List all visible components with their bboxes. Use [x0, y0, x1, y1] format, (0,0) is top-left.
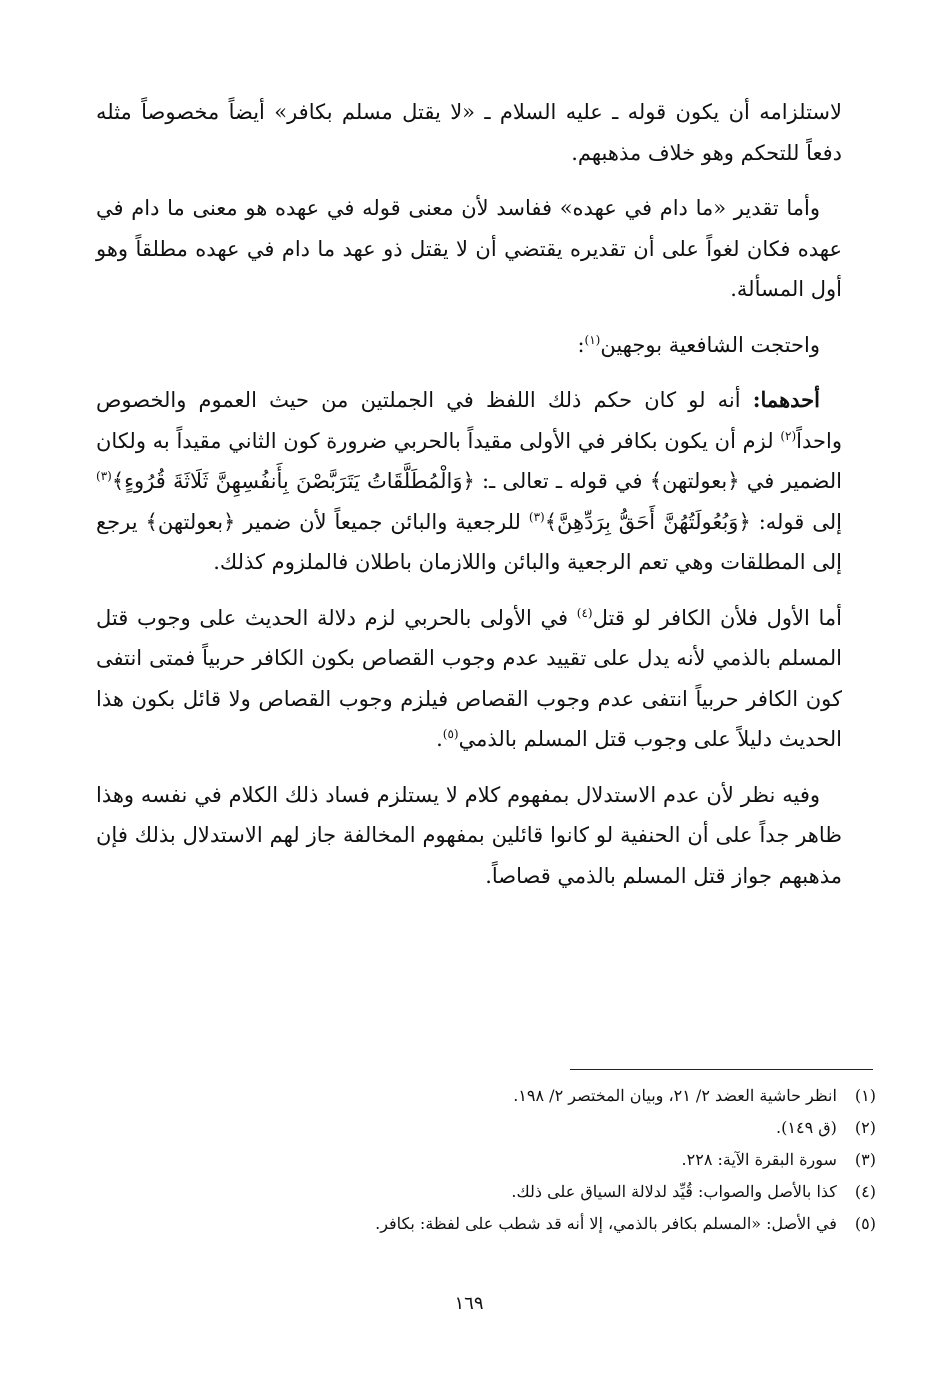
paragraph-3	[96, 325, 842, 366]
paragraph-5-part2: في الأولى بالحربي لزم دلالة الحديث على وجوب قتل المسلم بالذمي لأنه يدل على تقييد عدم وجوب القصاص بكون الكافر حربياً فمتى انتفى كون الكافر حربياً انتفى عدم وجوب القصاص فيلزم وجوب القصاص ولا قائل بكون هذا الحديث دليلاً على وجوب قتل المسلم بالذمي	[96, 605, 842, 751]
paragraph-5-part1: أما الأول فلأن الكافر لو قتل	[592, 605, 842, 630]
paragraph-5-part3: .	[436, 727, 443, 751]
footnote-number: (٣)	[854, 1150, 876, 1169]
footnote-1	[140, 1080, 876, 1112]
footnotes	[140, 1080, 876, 1240]
paragraph-3-text: واحتجت الشافعية بوجهين	[600, 332, 820, 357]
paragraph-3-tail: :	[577, 332, 585, 357]
footnote-number: (٢)	[854, 1118, 876, 1137]
paragraph-1	[96, 92, 842, 173]
page-number: ١٦٩	[454, 1293, 484, 1314]
footnote-5	[140, 1208, 876, 1240]
paragraph-4-lead: أحدهما:	[752, 387, 820, 412]
footnote-divider	[570, 1069, 873, 1070]
footnote-ref-5: (٥)	[442, 727, 459, 741]
footnote-text: في الأصل: «المسلم بكافر بالذمي، إلا أنه قد شطب على لفظة: بكافر.	[375, 1214, 837, 1233]
footnote-number: (٥)	[854, 1214, 876, 1233]
paragraph-5	[96, 598, 842, 760]
paragraph-4-part4: للرجعية والبائن جميعاً لأن ضمير ﴿بعولتهن﴾ يرجع إلى المطلقات وهي تعم الرجعية والبائن واللازمان باطلان فالملزوم كذلك.	[96, 509, 842, 574]
footnote-3	[140, 1144, 876, 1176]
paragraph-1-text: لاستلزامه أن يكون قوله ـ عليه السلام ـ «لا يقتل مسلم بكافر» أيضاً مخصوصاً مثله دفعاً للتحكم وهو خلاف مذهبهم.	[96, 100, 842, 165]
footnote-ref-1: (١)	[584, 332, 601, 347]
footnote-text: (ق ١٤٩).	[776, 1118, 837, 1137]
paragraph-4	[96, 380, 842, 583]
footnote-ref-4: (٤)	[576, 605, 593, 620]
paragraph-2	[96, 188, 842, 310]
footnote-4	[140, 1176, 876, 1208]
footnote-text: كذا بالأصل والصواب: قُيِّد لدلالة السياق على ذلك.	[511, 1182, 837, 1201]
main-text	[96, 92, 842, 911]
paragraph-4-part3: إلى قوله: ﴿وَبُعُولَتُهُنَّ أَحَقُّ بِرَدِّهِنَّ﴾	[544, 509, 842, 534]
footnote-text: انظر حاشية العضد ٢/ ٢١، وبيان المختصر ٢/ ١٩٨.	[513, 1086, 837, 1105]
footnote-2	[140, 1112, 876, 1144]
footnote-number: (٤)	[854, 1182, 876, 1201]
paragraph-4-part2: لزم أن يكون بكافر في الأولى مقيداً بالحربي ضرورة كون الثاني مقيداً به ولكان الضمير في ﴿بعولتهن﴾ في قوله ـ تعالى ـ: ﴿وَالْمُطَلَّقَاتُ يَتَرَبَّصْنَ بِأَنفُسِهِنَّ ثَلَاثَةَ قُرُوءٍ﴾	[96, 428, 842, 493]
paragraph-4-part1: أنه لو كان حكم ذلك اللفظ في الجملتين من حيث العموم والخصوص واحداً	[96, 388, 842, 453]
footnote-number: (١)	[854, 1086, 876, 1105]
paragraph-6	[96, 775, 842, 897]
paragraph-2-text: وأما تقدير «ما دام في عهده» ففاسد لأن معنى قوله في عهده هو معنى ما دام في عهده فكان لغواً على أن تقديره يقتضي أن لا يقتل ذو عهد ما دام في عهده مطلقاً وهو أول المسألة.	[96, 196, 842, 301]
footnote-ref-2: (٢)	[780, 428, 797, 443]
footnote-ref-3a: (٣)	[96, 469, 112, 483]
paragraph-6-text: وفيه نظر لأن عدم الاستدلال بمفهوم كلام لا يستلزم فساد ذلك الكلام في نفسه وهذا ظاهر جداً على أن الحنفية لو كانوا قائلين بمفهوم المخالفة جاز لهم الاستدلال بذلك فإن مذهبهم جواز قتل المسلم بالذمي قصاصاً.	[96, 782, 842, 888]
footnote-text: سورة البقرة الآية: ٢٢٨.	[681, 1150, 837, 1169]
footnote-ref-3b: (٣)	[528, 509, 545, 524]
